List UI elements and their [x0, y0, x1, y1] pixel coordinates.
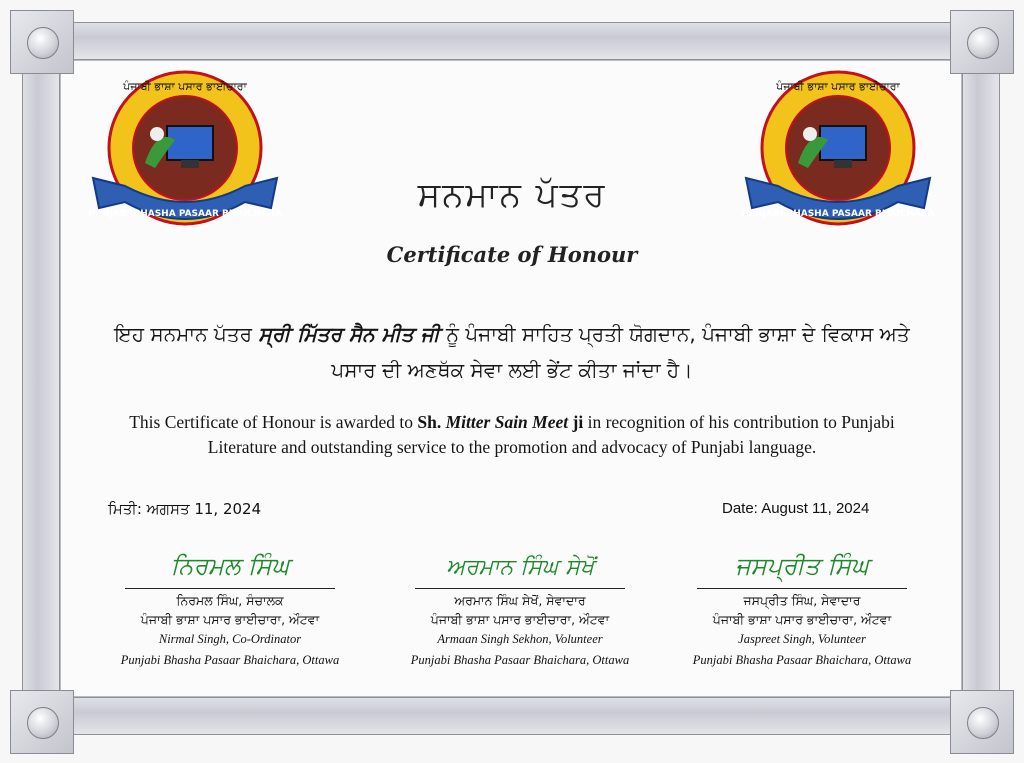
signatory-name-english: Armaan Singh Sekhon, Volunteer [437, 632, 603, 646]
title-punjabi: ਸਨਮਾਨ ਪੱਤਰ [417, 175, 607, 215]
date-punjabi: ਮਿਤੀ: ਅਗਸਤ 11, 2024 [108, 500, 262, 518]
frame-left [22, 42, 60, 722]
signatory-name-english: Jaspreet Singh, Volunteer [738, 632, 866, 646]
logo-ring-text: ਪੰਜਾਬੀ ਭਾਸ਼ਾ ਪਸਾਰ ਭਾਈਚਾਰਾ [123, 80, 247, 93]
frame-bottom [40, 697, 984, 735]
organization-logo-right [738, 68, 938, 258]
frame-right [962, 42, 1000, 722]
signature-text: ਅਰਮਾਨ ਸਿੰਘ ਸੇਖੋਂ [446, 555, 594, 580]
signatory-org-english: Punjabi Bhasha Pasaar Bhaichara, Ottawa [410, 653, 630, 667]
signature-text: ਜਸਪ੍ਰੀਤ ਸਿੰਘ [735, 552, 869, 580]
signatory-name-punjabi: ਜਸਪ੍ਰੀਤ ਸਿੰਘ, ਸੇਵਾਦਾਰ [743, 593, 861, 608]
signatory-org-english: Punjabi Bhasha Pasaar Bhaichara, Ottawa [692, 653, 912, 667]
signatory-block [380, 538, 660, 671]
logo-banner-text: PUNJABI BHASHA PASAAR BHAICHARA [88, 209, 282, 219]
title-english: Certificate of Honour [386, 242, 638, 267]
english-citation-text: in recognition of his contribution to Punjabi Literature and outstanding service to the promotion and advocacy of Punjabi language. [207, 412, 895, 457]
punjabi-citation [100, 316, 924, 388]
frame-corner-top-right [950, 10, 1014, 74]
frame-corner-top-left [10, 10, 74, 74]
honoree-name-punjabi: ਸ੍ਰੀ ਮਿੱਤਰ ਸੈਨ ਮੀਤ ਜੀ [258, 322, 440, 346]
signatory-org-punjabi: ਪੰਜਾਬੀ ਭਾਸ਼ਾ ਪਸਾਰ ਭਾਈਚਾਰਾ, ਔਟਵਾ [712, 612, 892, 627]
signature-text: ਨਿਰਮਲ ਸਿੰਘ [170, 552, 290, 580]
signature [90, 538, 370, 584]
punjabi-citation-intro: ਇਹ ਸਨਮਾਨ ਪੱਤਰ [114, 322, 259, 346]
honoree-name-english: Mitter Sain Meet [445, 412, 569, 432]
signature [380, 538, 660, 584]
signatory-block [662, 538, 942, 671]
signatory-block [90, 538, 370, 671]
logo-ring-text: ਪੰਜਾਬੀ ਭਾਸ਼ਾ ਪਸਾਰ ਭਾਈਚਾਰਾ [776, 80, 900, 93]
english-citation-intro: This Certificate of Honour is awarded to [129, 412, 418, 432]
signatory-org-english: Punjabi Bhasha Pasaar Bhaichara, Ottawa [120, 653, 340, 667]
english-citation [120, 410, 904, 460]
signature [662, 538, 942, 584]
signatory-org-punjabi: ਪੰਜਾਬੀ ਭਾਸ਼ਾ ਪਸਾਰ ਭਾਈਚਾਰਾ, ਔਟਵਾ [430, 612, 610, 627]
date-english: Date: August 11, 2024 [722, 500, 870, 517]
signatory-name-punjabi: ਨਿਰਮਲ ਸਿੰਘ, ਸੰਚਾਲਕ [176, 593, 284, 608]
frame-corner-bottom-right [950, 690, 1014, 754]
organization-logo-left [85, 68, 285, 258]
honorific: Sh. [417, 412, 446, 432]
signatory-name-english: Nirmal Singh, Co-Ordinator [158, 632, 302, 646]
signatory-name-punjabi: ਅਰਮਾਨ ਸਿੰਘ ਸੇਖੋਂ, ਸੇਵਾਦਾਰ [454, 593, 586, 608]
punjabi-citation-text: ਨੂੰ ਪੰਜਾਬੀ ਸਾਹਿਤ ਪ੍ਰਤੀ ਯੋਗਦਾਨ, ਪੰਜਾਬੀ ਭਾਸ਼ਾ ਦੇ ਵਿਕਾਸ ਅਤੇ ਪਸਾਰ ਦੀ ਅਣਥੱਕ ਸੇਵਾ ਲਈ ਭੇਂਟ ਕੀਤਾ ਜਾਂਦਾ ਹੈ। [331, 322, 910, 382]
frame-corner-bottom-left [10, 690, 74, 754]
honoree-suffix: ji [568, 412, 584, 432]
frame-top [40, 22, 984, 60]
logo-banner-text: PUNJABI BHASHA PASAAR BHAICHARA [741, 209, 935, 219]
signatory-org-punjabi: ਪੰਜਾਬੀ ਭਾਸ਼ਾ ਪਸਾਰ ਭਾਈਚਾਰਾ, ਔਟਵਾ [140, 612, 320, 627]
